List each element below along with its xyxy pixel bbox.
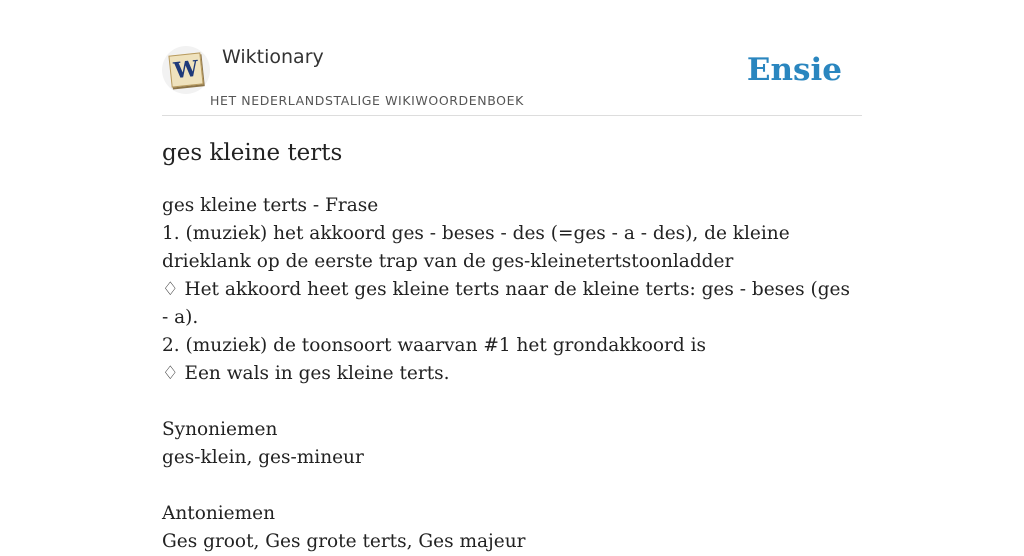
article-body: [162, 192, 862, 556]
antonyms-list: Ges groot, Ges grote terts, Ges majeur: [162, 531, 526, 552]
ensie-brand-logo[interactable]: Ensie: [746, 52, 842, 88]
page-title: ges kleine terts: [162, 140, 343, 166]
spacer: [162, 472, 862, 500]
antonyms-heading: Antoniemen: [162, 503, 276, 524]
header-divider: [162, 115, 862, 116]
article-headline: ges kleine terts - Frase: [162, 195, 379, 216]
definition-2: 2. (muziek) de toonsoort waarvan #1 het grondakkoord is: [162, 335, 706, 356]
spacer: [162, 388, 862, 416]
synonyms-list: ges-klein, ges-mineur: [162, 447, 364, 468]
site-name[interactable]: Wiktionary: [222, 46, 324, 68]
synonyms-heading: Synoniemen: [162, 419, 278, 440]
wiktionary-logo-icon[interactable]: [162, 46, 210, 94]
logo-tile: W: [168, 52, 203, 87]
site-tagline: HET NEDERLANDSTALIGE WIKIWOORDENBOEK: [210, 93, 524, 108]
example-2: ♢ Een wals in ges kleine terts.: [162, 363, 450, 384]
definition-1: 1. (muziek) het akkoord ges - beses - des (=ges - a - des), de kleine drieklank op de eerste trap van de ges-kleinetertstoonladder: [162, 223, 790, 272]
example-1: ♢ Het akkoord heet ges kleine terts naar de kleine terts: ges - beses (ges - a).: [162, 279, 850, 328]
